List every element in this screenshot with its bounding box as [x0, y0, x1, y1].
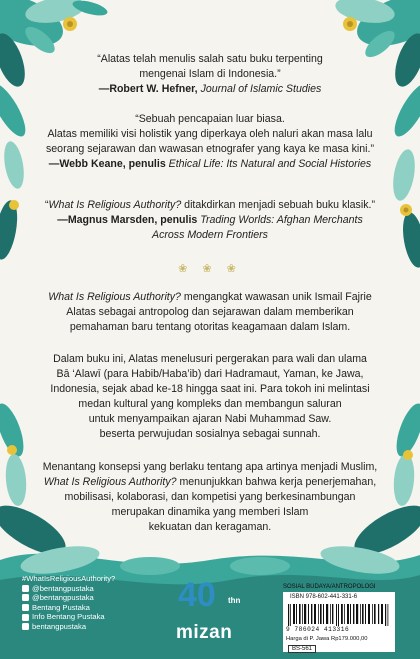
- paragraph-line: untuk menyampaikan ajaran Nabi Muhammad Saw.: [88, 413, 332, 425]
- isbn-label: ISBN 978-602-441-331-6: [290, 594, 358, 600]
- quote-hefner: [60, 52, 360, 97]
- attribution-source: Trading Worlds: Afghan Merchants: [200, 214, 363, 226]
- quote-attribution: [30, 213, 390, 228]
- line-icon: [22, 614, 29, 621]
- quote-text: ditakdirkan menjadi sebuah buku klasik.”: [181, 199, 375, 211]
- attribution-author: —Webb Keane, penulis: [48, 158, 169, 170]
- quote-line: seorang sejarawan dan wawasan etnografer yang kaya ke masa kini.”: [45, 143, 374, 155]
- social-item-youtube: [22, 622, 115, 632]
- facebook-icon: [22, 604, 29, 611]
- social-handle: @bentangpustaka: [32, 593, 94, 603]
- social-media-list: [22, 574, 115, 632]
- twitter-icon: [22, 594, 29, 601]
- paragraph-text: menunjukkan bahwa kerja penerjemahan,: [176, 476, 377, 488]
- quote-marsden: [30, 198, 390, 243]
- paragraph-line: mobilisasi, kolaborasi, dan kompetisi yang berkesinambungan: [64, 491, 356, 503]
- price-label: Harga di P. Jawa Rp179.000,00: [286, 636, 368, 642]
- paragraph-line: Indonesia, sejak abad ke-18 hingga saat ini. Para tokoh ini melintasi: [50, 383, 370, 395]
- logo-brand: mizan: [176, 622, 233, 643]
- paragraph-line: [28, 290, 392, 305]
- quote-line: Alatas memiliki visi holistik yang diperkaya oleh naluri akan masa lalu: [47, 128, 373, 140]
- blurb-paragraph-2: [28, 352, 392, 442]
- social-handle: bentangpustaka: [32, 621, 87, 631]
- paragraph-line: Bā ‘Alawī (para Habib/Haba’ib) dari Hadramaut, Yaman, ke Jawa,: [56, 368, 364, 380]
- product-code: BS-561: [288, 645, 316, 653]
- left-side-leaves: [0, 79, 32, 261]
- quote-line: mengenai Islam di Indonesia.”: [139, 68, 281, 80]
- attribution-author: —Magnus Marsden, penulis: [57, 214, 201, 226]
- quote-line: “Sebuah pencapaian luar biasa.: [135, 113, 285, 125]
- cover-footer: [0, 574, 420, 659]
- hashtag: #WhatIsReligiousAuthority?: [22, 574, 116, 583]
- book-title: What Is Religious Authority?: [48, 199, 182, 211]
- quote-line: “Alatas telah menulis salah satu buku terpenting: [97, 53, 323, 65]
- paragraph-line: medan kultural yang kompleks dan membangun saluran: [78, 398, 342, 410]
- social-handle: Info Bentang Pustaka: [32, 612, 105, 622]
- attribution-source: Across Modern Frontiers: [152, 229, 268, 241]
- paragraph-line: Dalam buku ini, Alatas menelusuri pergerakan para wali dan ulama: [53, 353, 367, 365]
- quote-attribution: [30, 157, 390, 172]
- paragraph-line: pemahaman baru tentang otoritas keagamaan dalam Islam.: [69, 321, 351, 333]
- paragraph-line: beserta perwujudan sosialnya sebagai sunnah.: [99, 428, 321, 440]
- category-label: SOSIAL BUDAYA/ANTROPOLOGI: [283, 584, 376, 590]
- attribution-source: Ethical Life: Its Natural and Social Histories: [168, 158, 372, 170]
- blurb-paragraph-3: [28, 460, 392, 535]
- section-divider-flowers: ❀ ❀ ❀: [178, 263, 242, 275]
- barcode-bars: [288, 604, 390, 626]
- logo-thn: thn: [228, 596, 241, 605]
- paragraph-line: Menantang konsepsi yang berlaku tentang apa artinya menjadi Muslim,: [42, 461, 378, 473]
- attribution-source: Journal of Islamic Studies: [200, 83, 322, 95]
- paragraph-line: kekuatan dan keragaman.: [148, 521, 272, 533]
- quote-attribution-cont: [30, 228, 390, 243]
- paragraph-line: [28, 475, 392, 490]
- quote-attribution: [60, 82, 360, 97]
- logo-number: 40: [178, 576, 216, 614]
- youtube-icon: [22, 623, 29, 630]
- quote-line: [30, 198, 390, 213]
- social-item-line: [22, 612, 115, 622]
- paragraph-text: mengangkat wawasan unik Ismail Fajrie: [180, 291, 372, 303]
- social-item-twitter: [22, 593, 115, 603]
- right-side-leaves: [388, 79, 420, 269]
- paragraph-line: merupakan dinamika yang memberi Islam: [111, 506, 309, 518]
- social-handle: Bentang Pustaka: [32, 602, 90, 612]
- mizan-40-logo: [172, 572, 252, 652]
- book-title: What Is Religious Authority?: [43, 476, 177, 488]
- blurb-paragraph-1: [28, 290, 392, 335]
- instagram-icon: [22, 585, 29, 592]
- paragraph-line: Alatas sebagai antropolog dan sejarawan dalam memberikan: [66, 306, 354, 318]
- book-title: What Is Religious Authority?: [48, 291, 181, 303]
- open-quote: “: [45, 199, 49, 211]
- social-item-facebook: [22, 603, 115, 613]
- social-item-instagram: [22, 584, 115, 594]
- quote-keane: [30, 112, 390, 172]
- barcode-digits: 9 786024 413316: [286, 626, 350, 633]
- social-handle: @bentangpustaka: [32, 583, 94, 593]
- attribution-author: —Robert W. Hefner,: [98, 83, 201, 95]
